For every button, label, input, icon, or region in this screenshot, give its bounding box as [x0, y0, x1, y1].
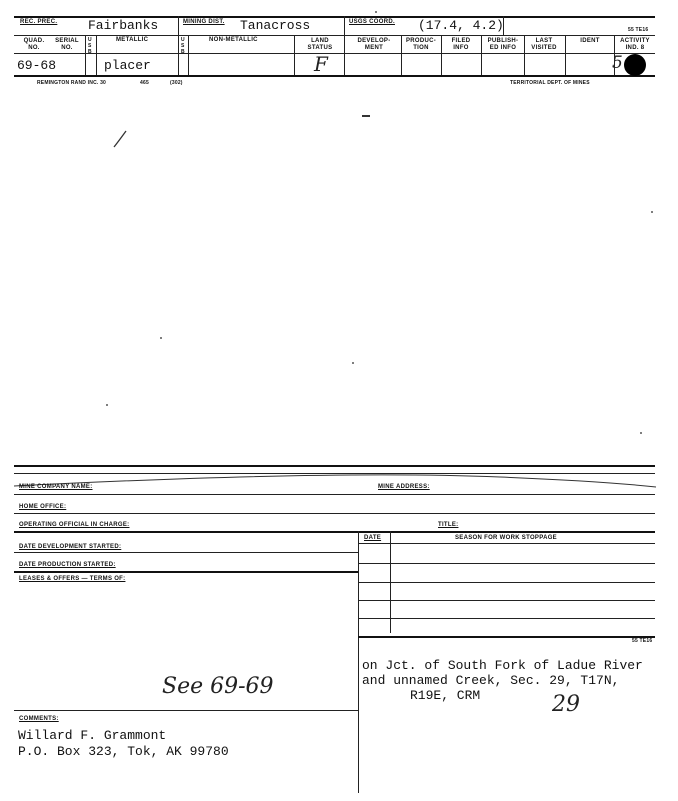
- col-activity: ACTIVITY IND. 8: [620, 38, 650, 51]
- footer-dept: TERRITORIAL DEPT. OF MINES: [510, 80, 590, 86]
- stray-dash: [362, 115, 370, 117]
- col-land-status: LAND STATUS: [307, 38, 333, 51]
- see-reference-note: See 69-69: [162, 674, 274, 699]
- lower-center-divider: [358, 531, 359, 793]
- col-ident: IDENT: [580, 38, 600, 44]
- operating-official-label: OPERATING OFFICIAL IN CHARGE:: [19, 522, 130, 528]
- home-office-label: HOME OFFICE:: [19, 504, 67, 510]
- date-col-label: DATE: [364, 535, 382, 541]
- form-ref: 55 TE16: [628, 27, 649, 33]
- leases-offers-label: LEASES & OFFERS — TERMS OF:: [19, 576, 126, 582]
- season-col-label: SEASON FOR WORK STOPPAGE: [455, 535, 557, 541]
- rec-prec-label: REC. PREC.: [20, 19, 58, 25]
- date-development-label: DATE DEVELOPMENT STARTED:: [19, 544, 122, 550]
- header-divider: [14, 35, 655, 36]
- record-bottom-rule: [14, 75, 655, 77]
- column-divider: [14, 53, 655, 54]
- col-published-info: PUBLISH- ED INFO: [487, 38, 519, 51]
- land-status-mark: F: [314, 52, 328, 76]
- usgs-coord-value: (17.4, 4.2): [418, 18, 504, 33]
- col-usb-2: U S B: [181, 37, 185, 55]
- col-development: DEVELOP- MENT: [357, 38, 391, 51]
- stoppage-ref: 55 TE16: [632, 638, 653, 644]
- card-edge-curve: [0, 465, 678, 489]
- col-quad-no: QUAD. NO.: [23, 38, 45, 51]
- comments-label: COMMENTS:: [19, 716, 59, 722]
- record-metallic: placer: [104, 58, 151, 73]
- col-filed-info: FILED INFO: [451, 38, 471, 51]
- location-line-2: and unnamed Creek, Sec. 29, T17N,: [362, 673, 620, 688]
- record-quad-serial: 69-68: [17, 58, 57, 73]
- location-line-1: on Jct. of South Fork of Ladue River: [362, 658, 643, 673]
- mine-company-label: MINE COMPANY NAME:: [19, 484, 93, 490]
- rec-prec-value: Fairbanks: [88, 18, 159, 33]
- col-metallic: METALLIC: [116, 37, 149, 43]
- col-production: PRODUC- TION: [405, 38, 437, 51]
- footer-num-1: 465: [140, 80, 149, 86]
- footer-printer: REMINGTON RAND INC. 30: [37, 80, 107, 86]
- date-production-label: DATE PRODUCTION STARTED:: [19, 562, 116, 568]
- mining-dist-value: Tanacross: [240, 18, 311, 33]
- comment-line-1: Willard F. Grammont: [18, 728, 167, 743]
- location-line-3: R19E, CRM: [410, 688, 481, 703]
- usgs-coord-label: USGS COORD.: [349, 19, 395, 25]
- col-last-visited: LAST VISITED: [531, 38, 557, 51]
- footer-num-2: (302): [170, 80, 183, 86]
- handwritten-section: 29: [552, 692, 580, 717]
- comment-line-2: P.O. Box 323, Tok, AK 99780: [18, 744, 229, 759]
- title-label: TITLE:: [438, 522, 459, 528]
- stray-pen-mark: [110, 128, 130, 150]
- col-usb: U S B: [88, 37, 92, 55]
- activity-mark: 5: [612, 53, 623, 73]
- mining-dist-label: MINING DIST.: [183, 19, 225, 25]
- col-serial-no: SERIAL NO.: [55, 38, 79, 51]
- col-non-metallic: NON-METALLIC: [209, 37, 258, 43]
- activity-filled-dot: [624, 54, 646, 76]
- mine-address-label: MINE ADDRESS:: [378, 484, 430, 490]
